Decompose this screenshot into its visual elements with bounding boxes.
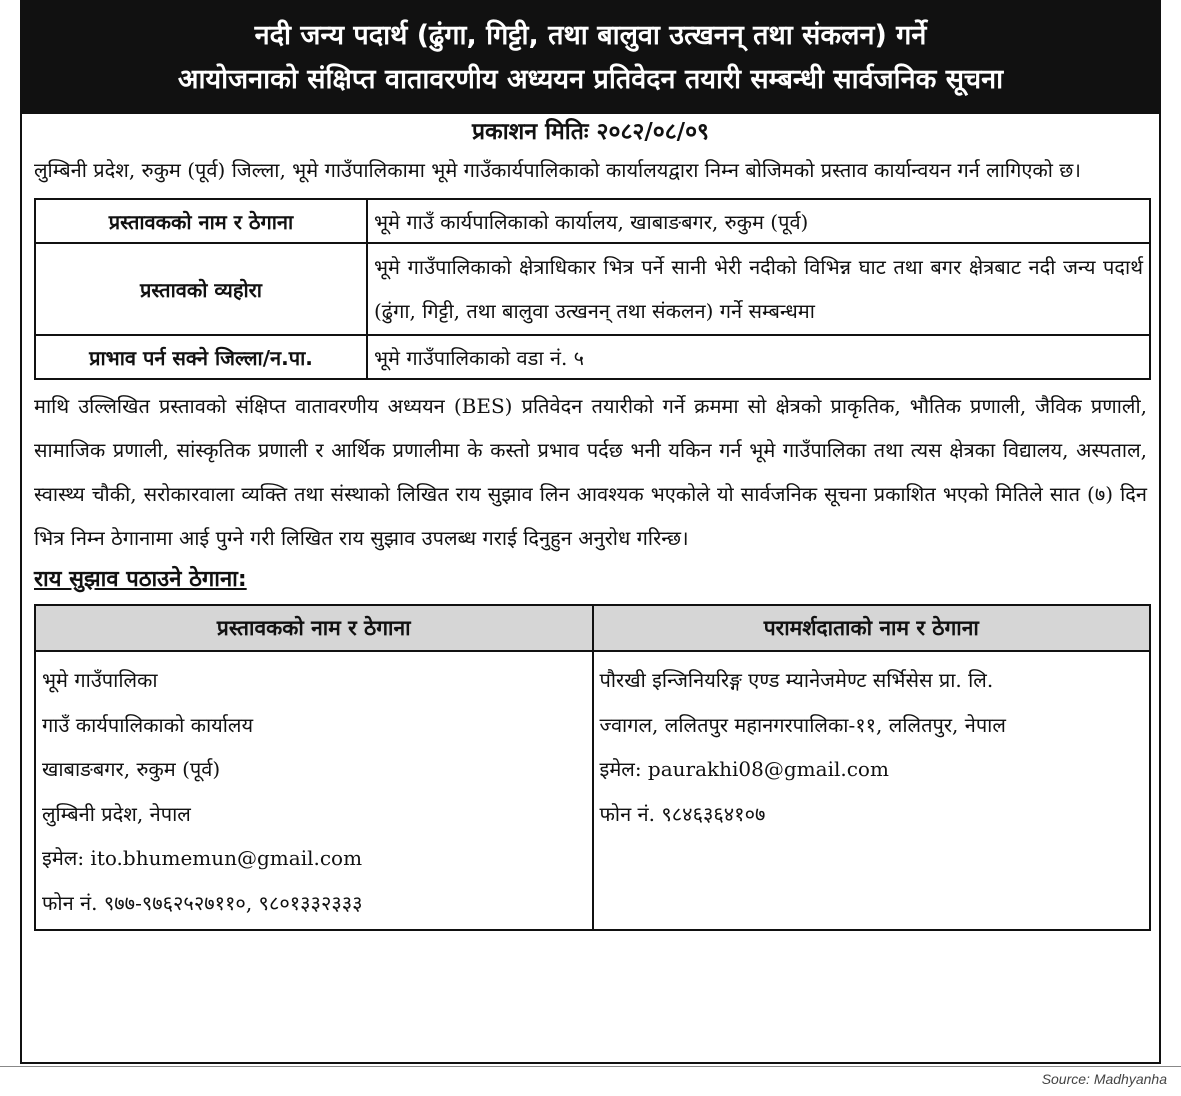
proposer-line-place: खाबाङबगर, रुकुम (पूर्व) [42,757,221,781]
publication-date: प्रकाशन मितिः २०८२/०८/०९ [471,119,710,145]
proposer-line-name: भूमे गाउँपालिका [42,668,158,692]
send-address-title: राय सुझाव पठाउने ठेगाना: [34,567,247,592]
proposer-line-office: गाउँ कार्यपालिकाको कार्यालय [42,712,254,737]
proposer-line-province: लुम्बिनी प्रदेश, नेपाल [42,801,191,826]
proposer-email: इमेल: ito.bhumemun@gmail.com [42,846,363,870]
proposer-phone: फोन नं. ९७७-९७६२५२७११०, ९८०१३३२३३३ [42,890,363,915]
affected-area-value: भूमे गाउँपालिकाको वडा नं. ५ [367,335,1150,379]
notice-header [22,2,1159,114]
body-paragraph: माथि उल्लिखित प्रस्तावको संक्षिप्त वातावरणीय अध्ययन (BES) प्रतिवेदन तयारीको गर्ने क्रममा सो क्षेत्रको प्राकृतिक, भौतिक प्रणाली, जैविक प्रणाली, सामाजिक प्रणाली, सांस्कृतिक प्रणाली र आर्थिक प्रणालीमा के कस्तो प्रभाव पर्दछ भनी यकिन गर्न भूमे गाउँपालिका तथा त्यस क्षेत्रका विद्यालय, अस्पताल, स्वास्थ्य चौकी, सरोकारवाला व्यक्ति तथा संस्थाको लिखित राय सुझाव लिन आवश्यक भएकोले यो सार्वजनिक सूचना प्रकाशित भएको मितिले सात (७) दिन भित्र निम्न ठेगानामा आई पुग्ने गरी लिखित राय सुझाव उपलब्ध गराई दिनुहुन अनुरोध गरिन्छ। [34,394,1147,550]
public-notice [20,0,1161,1064]
table-row [35,335,1150,379]
proposer-value: भूमे गाउँ कार्यपालिकाको कार्यालय, खाबाङबगर, रुकुम (पूर्व) [367,199,1150,243]
intro-paragraph: लुम्बिनी प्रदेश, रुकुम (पूर्व) जिल्ला, भूमे गाउँपालिकामा भूमे गाउँकार्यपालिकाको कार्यालयद्वारा निम्न बोजिमको प्रस्ताव कार्यान्वयन गर्न लागिएको छ। [34,158,1081,182]
source-credit: Source: Madhyanha [1041,1071,1167,1087]
header-line-2: आयोजनाको संक्षिप्त वातावरणीय अध्ययन प्रतिवेदन तयारी सम्बन्धी सार्वजनिक सूचना [177,64,1004,95]
table-row [35,243,1150,335]
address-table [34,604,1151,931]
proposal-subject-label: प्रस्तावको व्यहोरा [35,243,367,335]
consultant-address-cell [593,651,1151,930]
proposer-label: प्रस्तावकको नाम र ठेगाना [35,199,367,243]
proposer-address-cell [35,651,593,930]
affected-area-label: प्राभाव पर्न सक्ने जिल्ला/न.पा. [35,335,367,379]
consultant-email: इमेल: paurakhi08@gmail.com [599,757,889,781]
proposer-address-header: प्रस्तावकको नाम र ठेगाना [35,605,593,651]
address-header-row [35,605,1150,651]
proposal-info-table [34,198,1151,380]
proposal-subject-value: भूमे गाउँपालिकाको क्षेत्राधिकार भित्र पर्ने सानी भेरी नदीको विभिन्न घाट तथा बगर क्षेत्रबाट नदी जन्य पदार्थ (ढुंगा, गिट्टी, तथा बालुवा उत्खनन् तथा संकलन) गर्ने सम्बन्धमा [367,243,1150,335]
consultant-line-address: ज्वागल, ललितपुर महानगरपालिका-११, ललितपुर, नेपाल [599,712,1006,737]
table-row [35,199,1150,243]
address-body-row [35,651,1150,930]
consultant-address-header: परामर्शदाताको नाम र ठेगाना [593,605,1151,651]
header-line-1: नदी जन्य पदार्थ (ढुंगा, गिट्टी, तथा बालुवा उत्खनन् तथा संकलन) गर्ने [254,20,927,51]
consultant-phone: फोन नं. ९८४६३६४१०७ [599,801,766,826]
consultant-line-name: पौरखी इन्जिनियरिङ्ग एण्ड म्यानेजमेण्ट सर्भिसेस प्रा. लि. [599,668,994,692]
footer-divider [0,1066,1181,1067]
